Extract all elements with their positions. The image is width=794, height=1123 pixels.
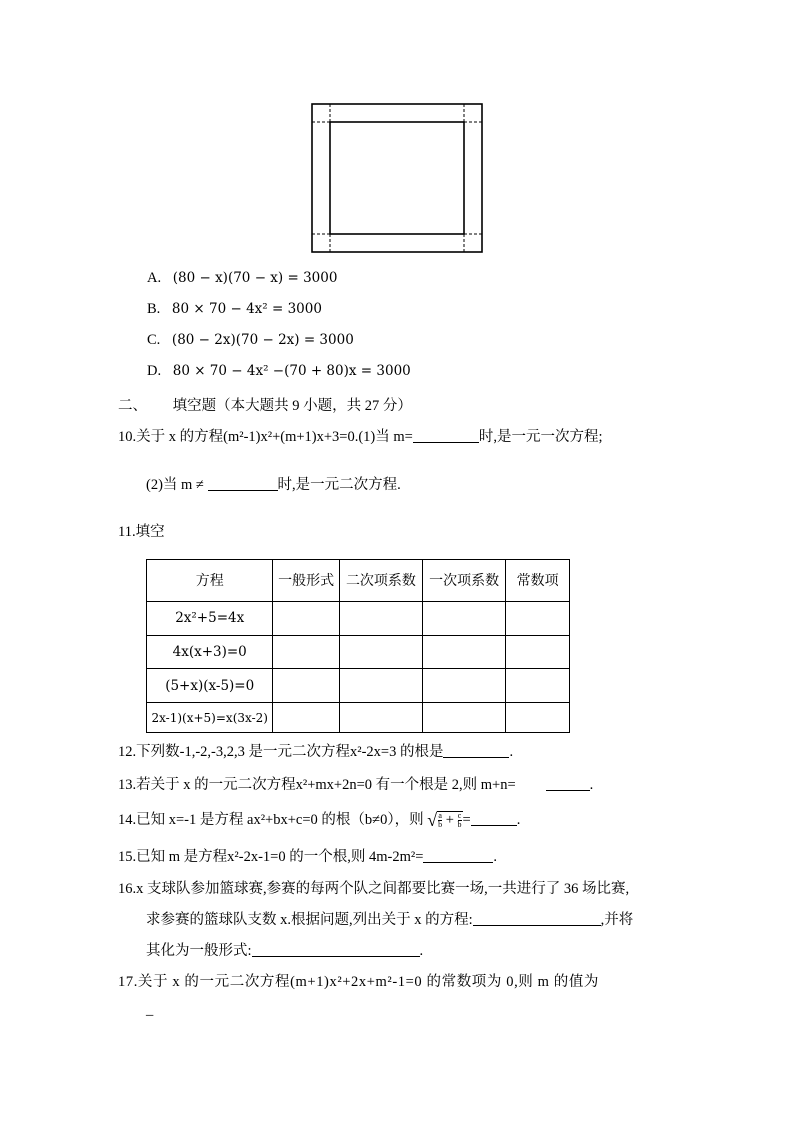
section-title: 填空题（本大题共 9 小题，共 27 分） <box>172 398 412 414</box>
table-header: 二次项系数 <box>339 560 422 602</box>
table-header: 方程 <box>147 560 273 602</box>
question-10-text-end: 时,是一元一次方程; <box>478 429 603 445</box>
question-13 <box>118 773 593 794</box>
option-b[interactable] <box>147 301 322 318</box>
table-row <box>147 669 570 703</box>
answer-cell[interactable] <box>506 601 570 635</box>
answer-blank[interactable] <box>423 848 493 864</box>
question-16-text-end: ,并将 <box>600 912 634 928</box>
question-13-text: 13.若关于 x 的一元二次方程x²+mx+2n=0 有一个根是 2,则 m+n= <box>118 777 516 793</box>
option-letter: C. <box>147 332 161 348</box>
answer-cell[interactable] <box>339 601 422 635</box>
option-d[interactable] <box>147 363 411 380</box>
answer-blank[interactable] <box>473 911 601 927</box>
question-15 <box>118 845 497 866</box>
fraction-a-over-b: $\frac{a}{b}$ <box>438 811 443 830</box>
table-header: 一般形式 <box>273 560 339 602</box>
answer-cell[interactable] <box>423 703 506 733</box>
table-row <box>147 635 570 669</box>
answer-blank[interactable] <box>443 743 509 759</box>
answer-blank[interactable] <box>471 811 517 827</box>
answer-cell[interactable] <box>273 635 339 669</box>
answer-cell[interactable] <box>273 703 339 733</box>
sqrt-expression: √ $\frac{a}{b}$ + $\frac{c}{b}$ <box>427 810 462 831</box>
question-10-text: 10.关于 x 的方程(m²-1)x²+(m+1)x+3=0.(1)当 m= <box>118 429 413 445</box>
question-11-title: 11.填空 <box>118 524 165 540</box>
question-13-text-end: . <box>589 777 594 793</box>
question-16-line-1: 16.x 支球队参加篮球赛,参赛的每两个队之间都要比赛一场,一共进行了 36 场比赛, <box>118 881 630 897</box>
table-header-row <box>147 560 570 602</box>
question-16-text: 求参赛的篮球队支数 x.根据问题,列出关于 x 的方程: <box>146 912 473 928</box>
question-17-line-2[interactable]: _ <box>146 1002 154 1018</box>
option-letter: A. <box>147 270 162 286</box>
equation-cell: (5+x)(x-5)=0 <box>147 669 273 703</box>
fraction-c-over-b: $\frac{c}{b}$ <box>457 811 462 830</box>
answer-cell[interactable] <box>339 635 422 669</box>
answer-blank[interactable] <box>413 428 479 444</box>
table-row <box>147 601 570 635</box>
answer-cell[interactable] <box>273 669 339 703</box>
answer-blank[interactable] <box>546 776 590 792</box>
answer-cell[interactable] <box>506 703 570 733</box>
question-10-text-end: 时,是一元二次方程. <box>277 477 401 493</box>
question-15-text-end: . <box>493 849 497 865</box>
table-header: 常数项 <box>506 560 570 602</box>
question-16-text: 其化为一般形式: <box>146 943 252 959</box>
question-12-text-end: . <box>509 744 514 760</box>
question-14-text-end: . <box>516 812 521 828</box>
question-14: 14.已知 x=-1 是方程 ax²+bx+c=0 的根（b≠0），则 √ $\frac{a}{b}$ + $\frac{c}{b}$ = . <box>118 810 521 831</box>
table-header: 一次项系数 <box>423 560 506 602</box>
table-row <box>147 703 570 733</box>
question-12-text: 12.下列数-1,-2,-3,2,3 是一元二次方程x²-2x=3 的根是 <box>118 744 444 760</box>
question-17-line-1: 17.关于 x 的一元二次方程(m+1)x²+2x+m²-1=0 的常数项为 0,则 m 的值为 <box>118 974 600 990</box>
question-10-line-2 <box>146 473 401 494</box>
question-15-text: 15.已知 m 是方程x²-2x-1=0 的一个根,则 4m-2m²= <box>118 849 424 865</box>
answer-cell[interactable] <box>339 703 422 733</box>
section-number: 二、 <box>118 398 147 414</box>
option-letter: B. <box>147 301 161 317</box>
answer-cell[interactable] <box>506 635 570 669</box>
answer-cell[interactable] <box>339 669 422 703</box>
question-12 <box>118 740 513 761</box>
option-expression: 80 × 70 − 4x² −(70 + 80)x = 3000 <box>172 363 411 379</box>
question-10-text: (2)当 m ≠ <box>146 477 208 493</box>
option-c[interactable] <box>147 332 354 349</box>
equation-cell: 2x²+5=4x <box>147 601 273 635</box>
answer-cell[interactable] <box>273 601 339 635</box>
question-16-line-2 <box>146 908 633 929</box>
answer-cell[interactable] <box>423 669 506 703</box>
frame-diagram <box>310 102 485 254</box>
option-expression: (80 − x)(70 − x) = 3000 <box>172 270 338 286</box>
option-a[interactable] <box>147 270 337 287</box>
coefficient-table <box>146 559 570 733</box>
question-16-text-end: . <box>419 943 424 959</box>
equation-cell: 4x(x+3)=0 <box>147 635 273 669</box>
question-10-line-1 <box>118 425 603 446</box>
question-16-line-3 <box>146 939 423 960</box>
section-heading <box>118 394 412 415</box>
question-14-text: 14.已知 x=-1 是方程 ax²+bx+c=0 的根（b≠0），则 <box>118 812 424 828</box>
answer-cell[interactable] <box>423 601 506 635</box>
answer-blank[interactable] <box>252 942 420 958</box>
option-expression: (80 − 2x)(70 − 2x) = 3000 <box>171 332 354 348</box>
answer-cell[interactable] <box>506 669 570 703</box>
answer-blank[interactable] <box>208 476 278 492</box>
option-expression: 80 × 70 − 4x² = 3000 <box>171 301 322 317</box>
answer-cell[interactable] <box>423 635 506 669</box>
option-letter: D. <box>147 363 162 379</box>
sqrt-icon: √ <box>427 810 438 831</box>
equation-cell: 2x-1)(x+5)=x(3x-2) <box>147 703 273 733</box>
